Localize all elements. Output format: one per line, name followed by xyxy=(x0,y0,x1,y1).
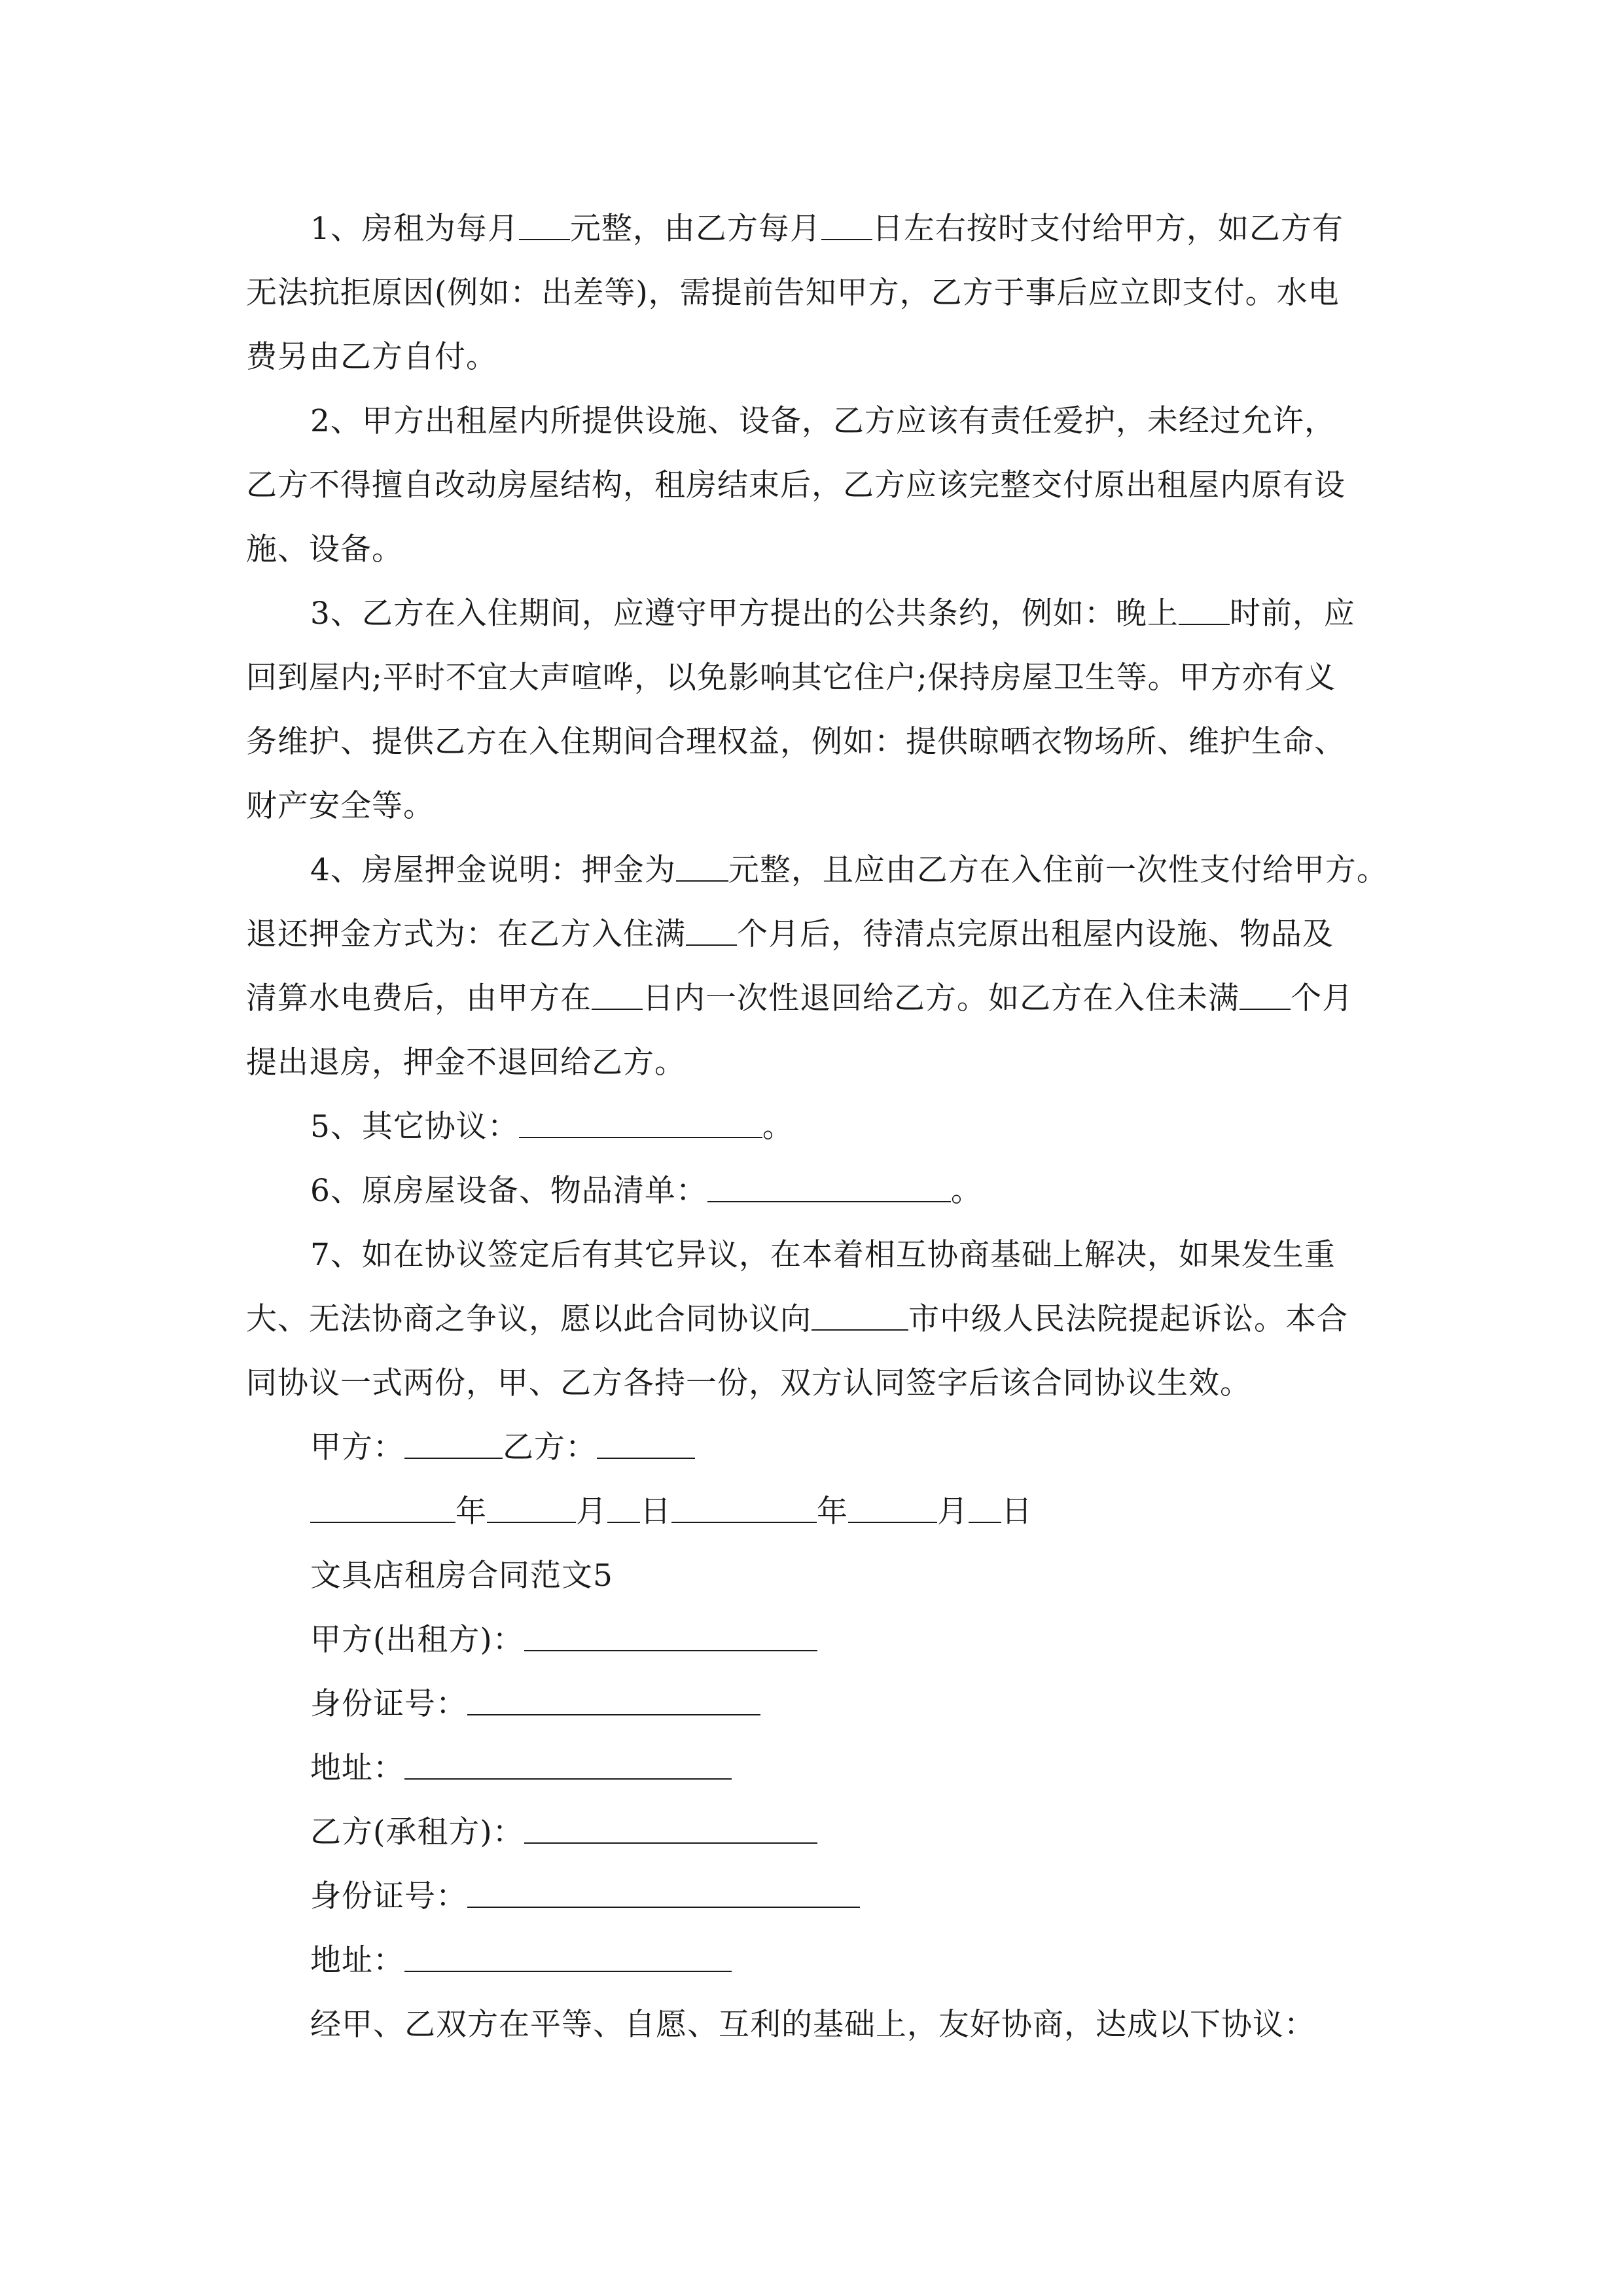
clause-5: 5、其它协议： 。 xyxy=(310,1109,794,1145)
lessee-field: 乙方(承租方)： xyxy=(310,1813,817,1852)
deposit-amount-blank xyxy=(676,854,728,882)
lessee-blank xyxy=(524,1816,817,1844)
lessor-address-field: 地址： xyxy=(310,1749,732,1788)
clause-2-line-1: 2、甲方出租屋内所提供设施、设备，乙方应该有责任爱护，未经过允许， xyxy=(310,403,1336,439)
month-a-blank xyxy=(487,1496,576,1523)
clause-7-line-1: 7、如在协议签定后有其它异议，在本着相互协商基础上解决，如果发生重 xyxy=(310,1237,1336,1273)
court-city-blank xyxy=(812,1303,908,1331)
months-blank xyxy=(686,918,737,946)
day-a-blank xyxy=(607,1496,640,1523)
inventory-blank xyxy=(707,1175,951,1202)
month-b-blank xyxy=(848,1496,937,1523)
clause-3-line-4: 财产安全等。 xyxy=(246,788,435,824)
clause-3-line-2: 回到屋内;平时不宜大声喧哗，以免影响其它住户;保持房屋卫生等。甲方亦有义 xyxy=(246,660,1336,696)
day-b-blank xyxy=(969,1496,1001,1523)
pay-day-blank xyxy=(821,213,872,240)
other-agreement-blank xyxy=(519,1111,762,1138)
clause-1-line-2: 无法抗拒原因(例如：出差等)，需提前告知甲方，乙方于事后应立即支付。水电 xyxy=(246,275,1340,311)
clause-6: 6、原房屋设备、物品清单： 。 xyxy=(310,1173,982,1209)
signature-dates: 年 月 日 年 月 日 xyxy=(310,1492,1033,1532)
clause-3-line-3: 务维护、提供乙方在入住期间合理权益，例如：提供晾晒衣物场所、维护生命、 xyxy=(246,724,1346,760)
agreement-intro: 经甲、乙双方在平等、自愿、互利的基础上，友好协商，达成以下协议： xyxy=(310,2007,1315,2043)
curfew-hour-blank xyxy=(1179,598,1230,625)
rent-amount-blank xyxy=(519,213,570,240)
party-a-sign-blank xyxy=(404,1431,503,1459)
clause-2-line-3: 施、设备。 xyxy=(246,531,403,567)
lessee-id-field: 身份证号： xyxy=(310,1877,860,1916)
year-a-blank xyxy=(310,1496,455,1523)
clause-7-line-2: 大、无法协商之争议，愿以此合同协议向 市中级人民法院提起诉讼。本合 xyxy=(246,1301,1348,1337)
lessor-address-blank xyxy=(404,1752,732,1780)
clause-3-line-1: 3、乙方在入住期间，应遵守甲方提出的公共条约，例如：晚上 时前，应 xyxy=(310,596,1355,632)
clause-2-line-2: 乙方不得擅自改动房屋结构，租房结束后，乙方应该完整交付原出租屋内原有设 xyxy=(246,467,1346,503)
lessor-id-blank xyxy=(467,1688,760,1715)
min-months-blank xyxy=(1240,982,1291,1010)
lessee-address-blank xyxy=(404,1945,732,1972)
clause-4-line-1: 4、房屋押金说明：押金为 元整，且应由乙方在入住前一次性支付给甲方。 xyxy=(310,852,1388,888)
refund-days-blank xyxy=(592,982,643,1010)
lessor-field: 甲方(出租方)： xyxy=(310,1621,817,1660)
lessor-blank xyxy=(524,1624,817,1651)
lessee-address-field: 地址： xyxy=(310,1941,732,1981)
clause-7-line-3: 同协议一式两份，甲、乙方各持一份，双方认同签字后该合同协议生效。 xyxy=(246,1365,1251,1401)
contract-title: 文具店租房合同范文5 xyxy=(310,1558,613,1594)
clause-1-line-1: 1、房租为每月 元整，由乙方每月 日左右按时支付给甲方，如乙方有 xyxy=(310,211,1344,247)
clause-4-line-2: 退还押金方式为：在乙方入住满 个月后，待清点完原出租屋内设施、物品及 xyxy=(246,916,1334,952)
lessor-id-field: 身份证号： xyxy=(310,1685,760,1724)
lessee-id-blank xyxy=(467,1880,860,1908)
year-b-blank xyxy=(671,1496,817,1523)
clause-1-line-3: 费另由乙方自付。 xyxy=(246,339,497,375)
clause-4-line-3: 清算水电费后，由甲方在 日内一次性退回给乙方。如乙方在入住未满 个月 xyxy=(246,980,1353,1016)
clause-4-line-4: 提出退房，押金不退回给乙方。 xyxy=(246,1045,686,1081)
party-b-sign-blank xyxy=(597,1431,695,1459)
signature-parties: 甲方： 乙方： xyxy=(310,1428,695,1467)
